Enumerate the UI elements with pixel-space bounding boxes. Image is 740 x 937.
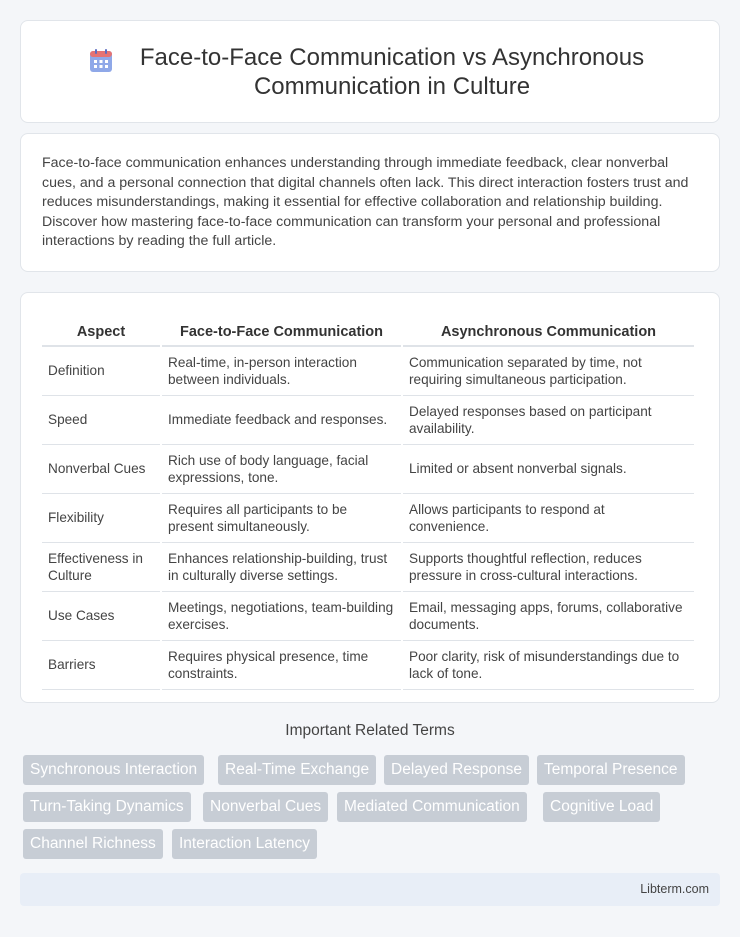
intro-paragraph: Face-to-face communication enhances understanding through immediate feedback, clear nonverbal cues, and a personal connection that digital channels often lack. This direct interaction fosters trust and reduces misunderstandings, making it essential for effective collaboration and relationship building. Discover how mastering face-to-face communication can transform your personal and professional interactions by reading the full article. (42, 155, 689, 249)
face-to-face-cell: Real-time, in-person interaction between individuals. (162, 347, 401, 396)
table-row (42, 641, 694, 690)
related-term-tag[interactable]: Nonverbal Cues (203, 792, 328, 822)
header-aspect: Aspect (42, 313, 160, 347)
related-term-tag[interactable]: Interaction Latency (172, 829, 317, 859)
header-asynchronous: Asynchronous Communication (403, 313, 694, 347)
aspect-cell: Nonverbal Cues (42, 445, 160, 494)
comparison-table (40, 313, 696, 690)
table-row (42, 592, 694, 641)
table-row (42, 396, 694, 445)
footer-brand-link[interactable]: Libterm.com (640, 882, 709, 896)
related-term-tag[interactable]: Synchronous Interaction (23, 755, 204, 785)
header-face-to-face: Face-to-Face Communication (162, 313, 401, 347)
asynchronous-cell: Email, messaging apps, forums, collaborative documents. (403, 592, 694, 641)
face-to-face-cell: Enhances relationship-building, trust in culturally diverse settings. (162, 543, 401, 592)
related-term-tag[interactable]: Turn-Taking Dynamics (23, 792, 191, 822)
related-term-tag[interactable]: Real-Time Exchange (218, 755, 376, 785)
comparison-card (20, 292, 720, 703)
calendar-icon (88, 48, 114, 74)
footer (20, 873, 720, 906)
table-row (42, 347, 694, 396)
asynchronous-cell: Supports thoughtful reflection, reduces pressure in cross-cultural interactions. (403, 543, 694, 592)
asynchronous-cell: Communication separated by time, not requiring simultaneous participation. (403, 347, 694, 396)
table-row (42, 543, 694, 592)
face-to-face-cell: Immediate feedback and responses. (162, 396, 401, 445)
related-term-tag[interactable]: Temporal Presence (537, 755, 685, 785)
related-term-tag[interactable]: Delayed Response (384, 755, 529, 785)
related-terms-title: Important Related Terms (285, 722, 455, 739)
face-to-face-cell: Requires all participants to be present simultaneously. (162, 494, 401, 543)
related-term-tag[interactable]: Mediated Communication (337, 792, 527, 822)
aspect-cell: Effectiveness in Culture (42, 543, 160, 592)
asynchronous-cell: Poor clarity, risk of misunderstandings due to lack of tone. (403, 641, 694, 690)
table-header-row (42, 313, 694, 347)
related-term-tag[interactable]: Channel Richness (23, 829, 163, 859)
table-row (42, 494, 694, 543)
aspect-cell: Flexibility (42, 494, 160, 543)
related-term-tag[interactable]: Cognitive Load (543, 792, 660, 822)
asynchronous-cell: Delayed responses based on participant availability. (403, 396, 694, 445)
asynchronous-cell: Allows participants to respond at convenience. (403, 494, 694, 543)
aspect-cell: Definition (42, 347, 160, 396)
intro-card (20, 133, 720, 272)
title-card (20, 20, 720, 123)
face-to-face-cell: Meetings, negotiations, team-building exercises. (162, 592, 401, 641)
face-to-face-cell: Rich use of body language, facial expressions, tone. (162, 445, 401, 494)
page-title: Face-to-Face Communication vs Asynchronous Communication in Culture (139, 43, 645, 100)
asynchronous-cell: Limited or absent nonverbal signals. (403, 445, 694, 494)
aspect-cell: Barriers (42, 641, 160, 690)
face-to-face-cell: Requires physical presence, time constraints. (162, 641, 401, 690)
aspect-cell: Use Cases (42, 592, 160, 641)
table-row (42, 445, 694, 494)
aspect-cell: Speed (42, 396, 160, 445)
